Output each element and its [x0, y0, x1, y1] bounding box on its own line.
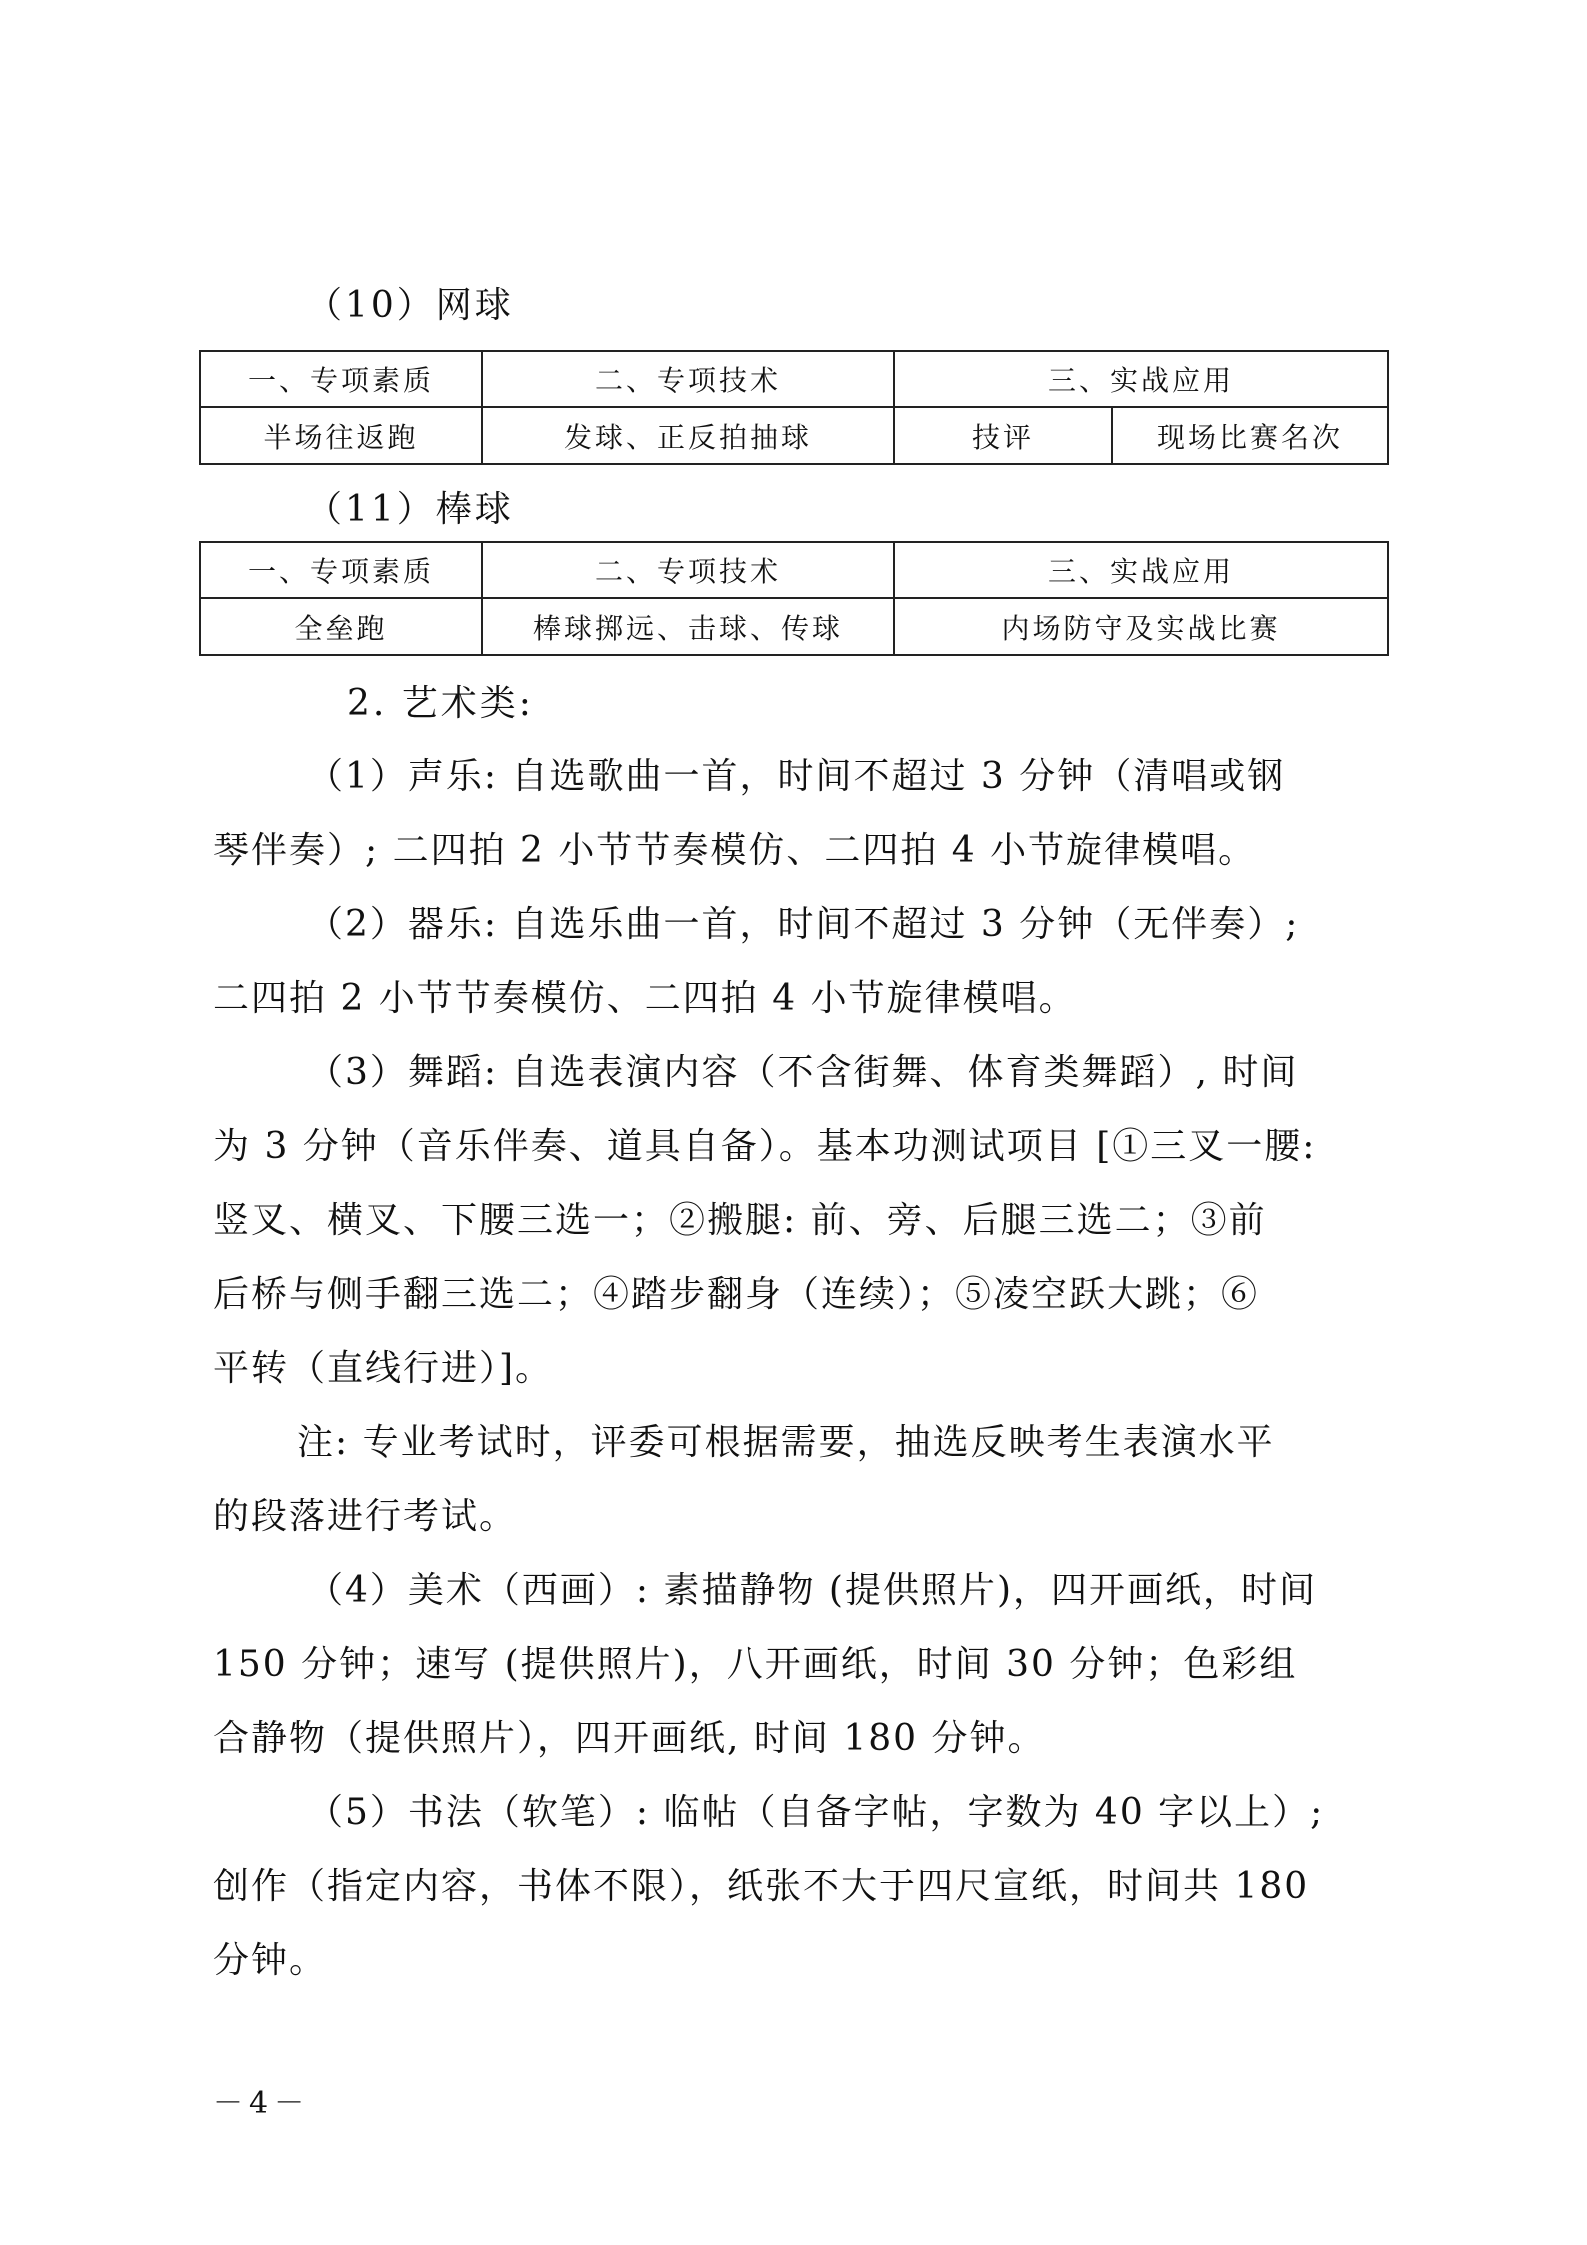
paragraph-line: 琴伴奏）; 二四拍 2 小节节奏模仿、二四拍 4 小节旋律模唱。: [213, 830, 1257, 871]
paragraph-line: （3）舞蹈: 自选表演内容（不含街舞、体育类舞蹈）, 时间: [307, 1052, 1299, 1093]
paragraph-line: 竖叉、横叉、下腰三选一；②搬腿: 前、旁、后腿三选二；③前: [213, 1200, 1267, 1241]
calligraphy-paragraph: [213, 1776, 1388, 1998]
paragraph-line: 后桥与侧手翻三选二；④踏步翻身（连续）；⑤凌空跃大跳；⑥: [213, 1274, 1260, 1315]
paragraph-line: （1）声乐: 自选歌曲一首，时间不超过 3 分钟（清唱或钢: [307, 756, 1286, 797]
paragraph-line: 150 分钟；速写 (提供照片)，八开画纸，时间 30 分钟；色彩组: [213, 1644, 1298, 1685]
table-cell: 发球、正反拍抽球: [482, 407, 894, 464]
table-header-row: [200, 542, 1388, 598]
paragraph-line: 创作（指定内容，书体不限），纸张不大于四尺宣纸，时间共 180: [213, 1866, 1310, 1907]
baseball-table: [199, 541, 1389, 656]
fine-art-paragraph: [213, 1554, 1388, 1776]
table-cell: 现场比赛名次: [1112, 407, 1388, 464]
table-header-cell: 三、实战应用: [894, 542, 1388, 598]
paragraph-line: （5）书法（软笔）: 临帖（自备字帖，字数为 40 字以上）;: [307, 1792, 1325, 1833]
table-cell: 技评: [894, 407, 1112, 464]
tennis-heading: （10）网球: [306, 285, 514, 326]
note-paragraph: [213, 1406, 1388, 1554]
table-header-cell: 二、专项技术: [482, 351, 894, 407]
dance-paragraph: [213, 1036, 1388, 1406]
table-cell: 棒球掷远、击球、传球: [482, 598, 894, 655]
vocal-paragraph: [213, 740, 1388, 888]
paragraph-line: 合静物（提供照片），四开画纸, 时间 180 分钟。: [213, 1718, 1046, 1759]
paragraph-line: （2）器乐: 自选乐曲一首，时间不超过 3 分钟（无伴奏）;: [307, 904, 1300, 945]
art-section-heading: 2. 艺术类:: [347, 683, 534, 724]
paragraph-line: 分钟。: [213, 1940, 328, 1981]
page-number: －4－: [213, 2086, 311, 2121]
instrumental-paragraph: [213, 888, 1388, 1036]
paragraph-line: 的段落进行考试。: [213, 1496, 518, 1537]
paragraph-line: 注: 专业考试时，评委可根据需要，抽选反映考生表演水平: [297, 1422, 1275, 1463]
paragraph-line: 二四拍 2 小节节奏模仿、二四拍 4 小节旋律模唱。: [213, 978, 1077, 1019]
table-cell: 半场往返跑: [200, 407, 482, 464]
table-header-cell: 一、专项素质: [200, 351, 482, 407]
table-header-cell: 一、专项素质: [200, 542, 482, 598]
table-header-cell: 二、专项技术: [482, 542, 894, 598]
table-cell: 内场防守及实战比赛: [894, 598, 1388, 655]
table-row: [200, 598, 1388, 655]
tennis-table: [199, 350, 1389, 465]
paragraph-line: （4）美术（西画）: 素描静物 (提供照片)，四开画纸，时间: [307, 1570, 1318, 1611]
paragraph-line: 平转（直线行进）]。: [213, 1348, 554, 1389]
table-row: [200, 407, 1388, 464]
table-cell: 全垒跑: [200, 598, 482, 655]
table-header-row: [200, 351, 1388, 407]
baseball-heading: （11）棒球: [306, 489, 514, 530]
table-header-cell: 三、实战应用: [894, 351, 1388, 407]
paragraph-line: 为 3 分钟（音乐伴奏、道具自备）。基本功测试项目 [①三叉一腰:: [213, 1126, 1317, 1167]
